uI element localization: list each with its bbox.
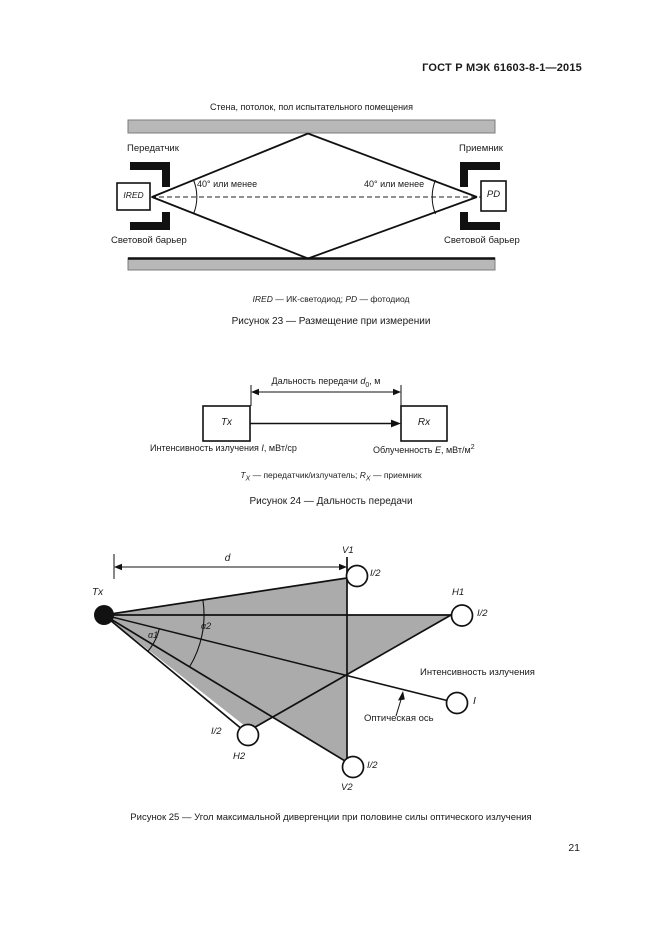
figure-25 xyxy=(0,540,661,805)
irradiance-sup: 2 xyxy=(470,444,475,451)
pd-label: PD xyxy=(486,189,501,200)
barrier-label-left: Световой барьер xyxy=(111,235,187,246)
i-half-h2-label: I/2 xyxy=(211,726,222,737)
figure-24 xyxy=(0,375,661,470)
d-arrow-left xyxy=(114,564,122,570)
irradiance-var: E xyxy=(434,445,441,455)
figure-24-note xyxy=(13,470,649,483)
intensity-var: I xyxy=(261,443,264,453)
figure-25-caption: Рисунок 25 — Угол максимальной дивергенции при половине силы оптического излучения xyxy=(130,812,532,823)
note-t-desc: — передатчик/излучатель; xyxy=(250,470,360,480)
document-header: ГОСТ Р МЭК 61603-8-1—2015 xyxy=(422,62,582,74)
alpha2-label: α2 xyxy=(201,621,212,631)
note-t-sub: X xyxy=(245,475,251,483)
d-arrow-right xyxy=(339,564,347,570)
distance-var: d xyxy=(360,376,366,386)
irradiance-suffix: , мВт/м xyxy=(440,445,471,455)
note-r-desc: — приемник xyxy=(370,470,422,480)
receiver-label: Приемник xyxy=(459,143,503,154)
intensity-suffix: , мВт/ср xyxy=(263,443,297,453)
figure-23-drawing xyxy=(0,100,661,290)
ired-label: IRED xyxy=(123,190,144,200)
irradiance-label xyxy=(373,444,475,456)
note-ired-desc: — ИК-светодиод; xyxy=(272,294,346,304)
h1-point xyxy=(452,605,473,626)
distance-suffix: , м xyxy=(369,376,381,386)
page-number: 21 xyxy=(568,842,580,854)
angle-label-right: 40° или менее xyxy=(364,179,425,189)
angle-label-left: 40° или менее xyxy=(197,179,258,189)
v2-label: V2 xyxy=(341,782,353,793)
figure-23 xyxy=(0,100,661,290)
ceiling-bar xyxy=(128,120,495,133)
rx-label: Rx xyxy=(417,417,431,428)
intensity-label xyxy=(150,444,297,454)
i-point xyxy=(447,693,468,714)
figure-24-caption: Рисунок 24 — Дальность передачи xyxy=(249,496,413,507)
h2-label: H2 xyxy=(233,751,246,762)
transmitter-label: Передатчик xyxy=(127,143,179,154)
tx-point xyxy=(94,605,114,625)
wall-label: Стена, потолок, пол испытательного помещения xyxy=(210,102,413,112)
h2-point xyxy=(238,725,259,746)
alpha1-label: α1 xyxy=(148,630,159,640)
i-half-h1-label: I/2 xyxy=(477,608,488,619)
note-t-term: T xyxy=(240,470,246,480)
tx-label: Tx xyxy=(220,417,233,428)
floor-bar xyxy=(128,258,495,270)
d-label: d xyxy=(224,553,231,564)
note-pd-desc: — фотодиод xyxy=(357,294,410,304)
h1-label: H1 xyxy=(452,587,465,598)
intensity-prefix: Интенсивность излучения xyxy=(150,443,262,453)
note-r-sub: X xyxy=(365,475,371,483)
figure-23-note xyxy=(13,294,649,304)
note-r-term: R xyxy=(359,470,366,480)
note-pd-term: PD xyxy=(345,294,358,304)
v2-point xyxy=(343,757,364,778)
beam-lines xyxy=(152,134,477,259)
transmission-arrowhead xyxy=(391,420,401,428)
v1-label: V1 xyxy=(342,545,354,556)
irradiance-prefix: Облученность xyxy=(373,445,435,455)
v1-point xyxy=(347,566,368,587)
intensity-label: Интенсивность излучения xyxy=(420,667,535,678)
distance-label xyxy=(226,377,426,389)
optical-axis-label: Оптическая ось xyxy=(364,713,434,724)
i-half-v1-label: I/2 xyxy=(370,568,381,579)
i-label: I xyxy=(473,695,476,707)
tx-label: Tx xyxy=(92,587,104,598)
optical-axis-pointer-head xyxy=(398,691,405,701)
distance-sub: 0 xyxy=(365,381,370,389)
dim-arrow-left xyxy=(251,389,259,395)
i-half-v2-label: I/2 xyxy=(367,760,378,771)
dim-arrow-right xyxy=(393,389,401,395)
note-ired-term: IRED xyxy=(252,294,273,304)
figure-23-caption: Рисунок 23 — Размещение при измерении xyxy=(231,316,431,327)
distance-prefix: Дальность передачи xyxy=(271,376,361,386)
figure-25-drawing xyxy=(0,540,661,805)
barrier-label-right: Световой барьер xyxy=(444,235,520,246)
